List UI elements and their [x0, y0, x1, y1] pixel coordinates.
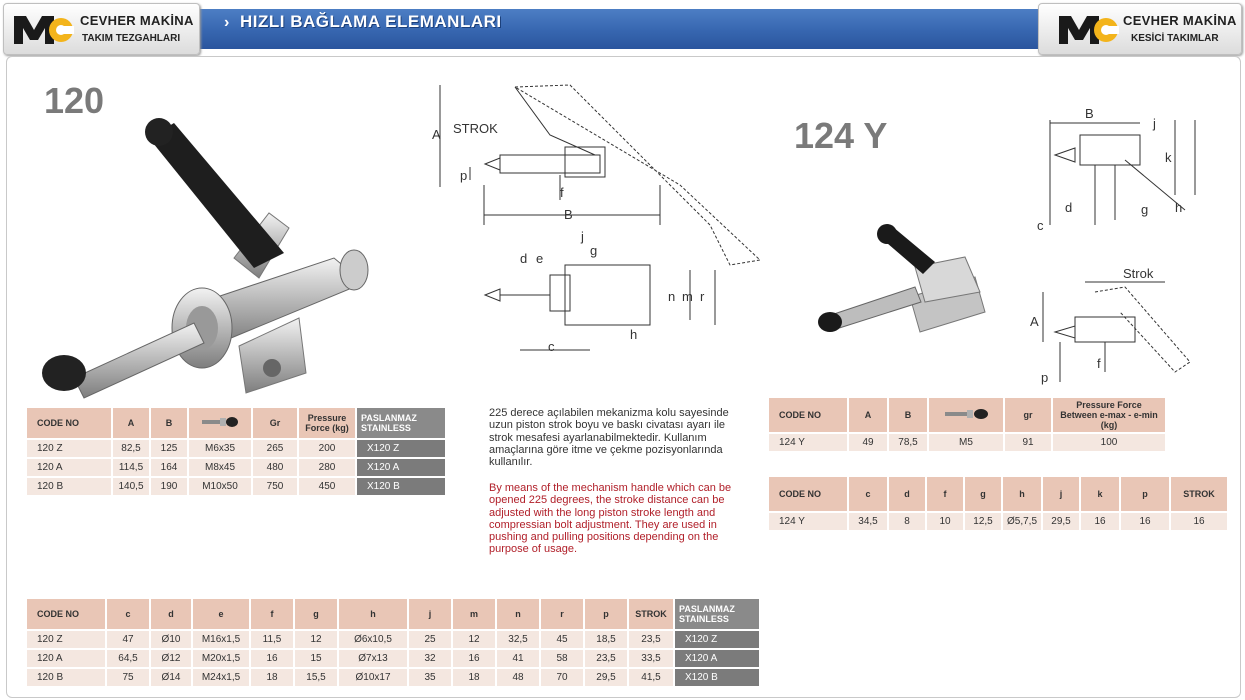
- cell: M8x45: [189, 459, 251, 476]
- col-g: g: [965, 477, 1001, 511]
- cell: 120 B: [27, 669, 105, 686]
- col-stainless: PASLANMAZ STAINLESS: [675, 599, 759, 629]
- cell: X120 Z: [675, 631, 759, 648]
- col-k: k: [1081, 477, 1119, 511]
- drawing-124y-top: [1035, 100, 1205, 240]
- cell: 33,5: [629, 650, 673, 667]
- col-p: p: [1121, 477, 1169, 511]
- cell: 25: [409, 631, 451, 648]
- cell: 124 Y: [769, 513, 847, 530]
- cell: 280: [299, 459, 355, 476]
- cell: Ø10x17: [339, 669, 407, 686]
- label-p: p: [1041, 370, 1049, 385]
- table-row: [769, 513, 1227, 530]
- cell: Ø12: [151, 650, 191, 667]
- col-a: A: [113, 408, 149, 438]
- col-stainless: PASLANMAZ STAINLESS: [357, 408, 445, 438]
- col-c: c: [849, 477, 887, 511]
- cell: Ø6x10,5: [339, 631, 407, 648]
- label-k: k: [1165, 150, 1172, 165]
- cell: 16: [1081, 513, 1119, 530]
- label-b: B: [564, 207, 573, 222]
- logo-right-sub: KESİCİ TAKIMLAR: [1131, 33, 1219, 44]
- label-a: A: [1030, 314, 1039, 329]
- col-d: d: [151, 599, 191, 629]
- cell: Ø10: [151, 631, 191, 648]
- cell: M10x50: [189, 478, 251, 495]
- table-row: [769, 434, 1165, 451]
- col-code-no: CODE NO: [769, 398, 847, 432]
- cell: 29,5: [1043, 513, 1079, 530]
- label-c: c: [1037, 218, 1044, 233]
- label-r: r: [700, 289, 705, 304]
- cell: 29,5: [585, 669, 627, 686]
- cell: 100: [1053, 434, 1165, 451]
- label-h: h: [1175, 200, 1183, 215]
- cell: 124 Y: [769, 434, 847, 451]
- label-a: A: [432, 127, 441, 142]
- cell: 120 A: [27, 650, 105, 667]
- cell: M16x1,5: [193, 631, 249, 648]
- page-title: HIZLI BAĞLAMA ELEMANLARI: [240, 12, 502, 31]
- table-124y-main: [767, 396, 1167, 453]
- cell: 120 Z: [27, 440, 111, 457]
- logo-left-sub: TAKIM TEZGAHLARI: [82, 33, 181, 44]
- label-d: d: [1065, 200, 1073, 215]
- cell: 70: [541, 669, 583, 686]
- cell: X120 A: [675, 650, 759, 667]
- cell: 82,5: [113, 440, 149, 457]
- cell: 34,5: [849, 513, 887, 530]
- cell: 48: [497, 669, 539, 686]
- model-124y-title: 124 Y: [794, 115, 888, 156]
- col-h: h: [339, 599, 407, 629]
- label-m: m: [682, 289, 693, 304]
- cell: 23,5: [629, 631, 673, 648]
- col-gr: Gr: [253, 408, 297, 438]
- table-row: [27, 459, 445, 476]
- clamp-124y-photo: [815, 222, 1005, 342]
- cell: 10: [927, 513, 963, 530]
- label-d: d: [520, 251, 528, 266]
- cell: Ø5,7,5: [1003, 513, 1041, 530]
- table-120-main: [25, 406, 447, 497]
- description-tr: 225 derece açılabilen mekanizma kolu sayesinde uzun piston strok boyu ve baskı civatası ayarı ile strok mesafesi ayarlanabilmektedir. Kullanım amaçlarına göre itme ve çekme pozisyonlarında kullanılır.: [489, 407, 729, 469]
- cell: 200: [299, 440, 355, 457]
- col-e: e: [193, 599, 249, 629]
- cell: 12: [453, 631, 495, 648]
- col-m: m: [453, 599, 495, 629]
- label-g: g: [590, 243, 598, 258]
- cell: Ø14: [151, 669, 191, 686]
- cell: 23,5: [585, 650, 627, 667]
- cell: M6x35: [189, 440, 251, 457]
- cell: X120 A: [357, 459, 445, 476]
- col-n: n: [497, 599, 539, 629]
- cell: 18: [453, 669, 495, 686]
- label-strok: Strok: [1123, 266, 1154, 281]
- cell: 480: [253, 459, 297, 476]
- cell: 450: [299, 478, 355, 495]
- cell: 18: [251, 669, 293, 686]
- cell: 64,5: [107, 650, 149, 667]
- col-pressure: Pressure Force Between e-max - e-min (kg): [1053, 398, 1165, 432]
- label-h: h: [630, 327, 638, 342]
- logo-right: [1038, 3, 1242, 55]
- table-row: [27, 440, 445, 457]
- cell: 140,5: [113, 478, 149, 495]
- label-f: f: [560, 185, 564, 200]
- cell: 16: [251, 650, 293, 667]
- logo-right-name: CEVHER MAKİNA: [1123, 13, 1237, 28]
- clamp-120-photo: [34, 118, 374, 400]
- col-j: j: [1043, 477, 1079, 511]
- table-124y-dimensions: [767, 475, 1229, 532]
- cell: 16: [1171, 513, 1227, 530]
- col-b: B: [151, 408, 187, 438]
- logo-left: [3, 3, 200, 55]
- drawing-124y-side: [1015, 262, 1195, 387]
- col-code-no: CODE NO: [769, 477, 847, 511]
- cell: 265: [253, 440, 297, 457]
- col-f: f: [927, 477, 963, 511]
- cell: 58: [541, 650, 583, 667]
- label-e: e: [536, 251, 544, 266]
- col-strok: STROK: [629, 599, 673, 629]
- col-r: r: [541, 599, 583, 629]
- cell: 47: [107, 631, 149, 648]
- label-n: n: [668, 289, 676, 304]
- table-row: [27, 478, 445, 495]
- cell: 91: [1005, 434, 1051, 451]
- label-strok: STROK: [453, 121, 498, 136]
- cell: 114,5: [113, 459, 149, 476]
- cell: 16: [453, 650, 495, 667]
- col-strok: STROK: [1171, 477, 1227, 511]
- col-gr: gr: [1005, 398, 1051, 432]
- cell: Ø7x13: [339, 650, 407, 667]
- cell: 12,5: [965, 513, 1001, 530]
- col-code-no: CODE NO: [27, 599, 105, 629]
- cell: 12: [295, 631, 337, 648]
- cell: 164: [151, 459, 187, 476]
- col-j: j: [409, 599, 451, 629]
- cell: 190: [151, 478, 187, 495]
- col-p: p: [585, 599, 627, 629]
- logo-left-name: CEVHER MAKİNA: [80, 13, 194, 28]
- cell: 125: [151, 440, 187, 457]
- cell: 35: [409, 669, 451, 686]
- cell: 8: [889, 513, 925, 530]
- cell: 18,5: [585, 631, 627, 648]
- cell: 78,5: [889, 434, 927, 451]
- cell: 120 Z: [27, 631, 105, 648]
- col-f: f: [251, 599, 293, 629]
- col-h: h: [1003, 477, 1041, 511]
- label-b: B: [1085, 106, 1094, 121]
- bolt-icon: [929, 398, 1003, 432]
- cevher-logo-icon: [1057, 12, 1119, 46]
- cevher-logo-icon: [12, 12, 74, 46]
- label-g: g: [1141, 202, 1149, 217]
- cell: 15: [295, 650, 337, 667]
- cell: 120 B: [27, 478, 111, 495]
- cell: 750: [253, 478, 297, 495]
- label-p: p: [460, 168, 468, 183]
- model-120-title: 120: [44, 80, 105, 121]
- table-row: [27, 650, 759, 667]
- label-j: j: [1153, 116, 1156, 131]
- cell: X120 B: [675, 669, 759, 686]
- bolt-icon: [189, 408, 251, 438]
- label-c: c: [548, 339, 555, 354]
- cell: 16: [1121, 513, 1169, 530]
- cell: 45: [541, 631, 583, 648]
- cell: 41,5: [629, 669, 673, 686]
- table-row: [27, 669, 759, 686]
- cell: 15,5: [295, 669, 337, 686]
- col-b: B: [889, 398, 927, 432]
- table-120-dimensions: [25, 597, 761, 688]
- cell: 120 A: [27, 459, 111, 476]
- col-code-no: CODE NO: [27, 408, 111, 438]
- label-f: f: [1097, 356, 1101, 371]
- col-pressure: Pressure Force (kg): [299, 408, 355, 438]
- description-en: By means of the mechanism handle which can be opened 225 degrees, the stroke distance can be adjusted with the long piston stroke length and compressian bolt adjustment. They are used in pushing and pulling positions depending on the purpose of usage.: [489, 482, 732, 556]
- cell: M24x1,5: [193, 669, 249, 686]
- cell: 41: [497, 650, 539, 667]
- col-c: c: [107, 599, 149, 629]
- drawing-120: [430, 75, 770, 360]
- col-d: d: [889, 477, 925, 511]
- chevron-right-icon: ›: [224, 14, 230, 31]
- cell: 11,5: [251, 631, 293, 648]
- cell: 49: [849, 434, 887, 451]
- label-j: j: [581, 229, 584, 244]
- col-g: g: [295, 599, 337, 629]
- table-row: [27, 631, 759, 648]
- cell: X120 Z: [357, 440, 445, 457]
- cell: 32: [409, 650, 451, 667]
- cell: M20x1,5: [193, 650, 249, 667]
- cell: 32,5: [497, 631, 539, 648]
- cell: X120 B: [357, 478, 445, 495]
- cell: M5: [929, 434, 1003, 451]
- cell: 75: [107, 669, 149, 686]
- col-a: A: [849, 398, 887, 432]
